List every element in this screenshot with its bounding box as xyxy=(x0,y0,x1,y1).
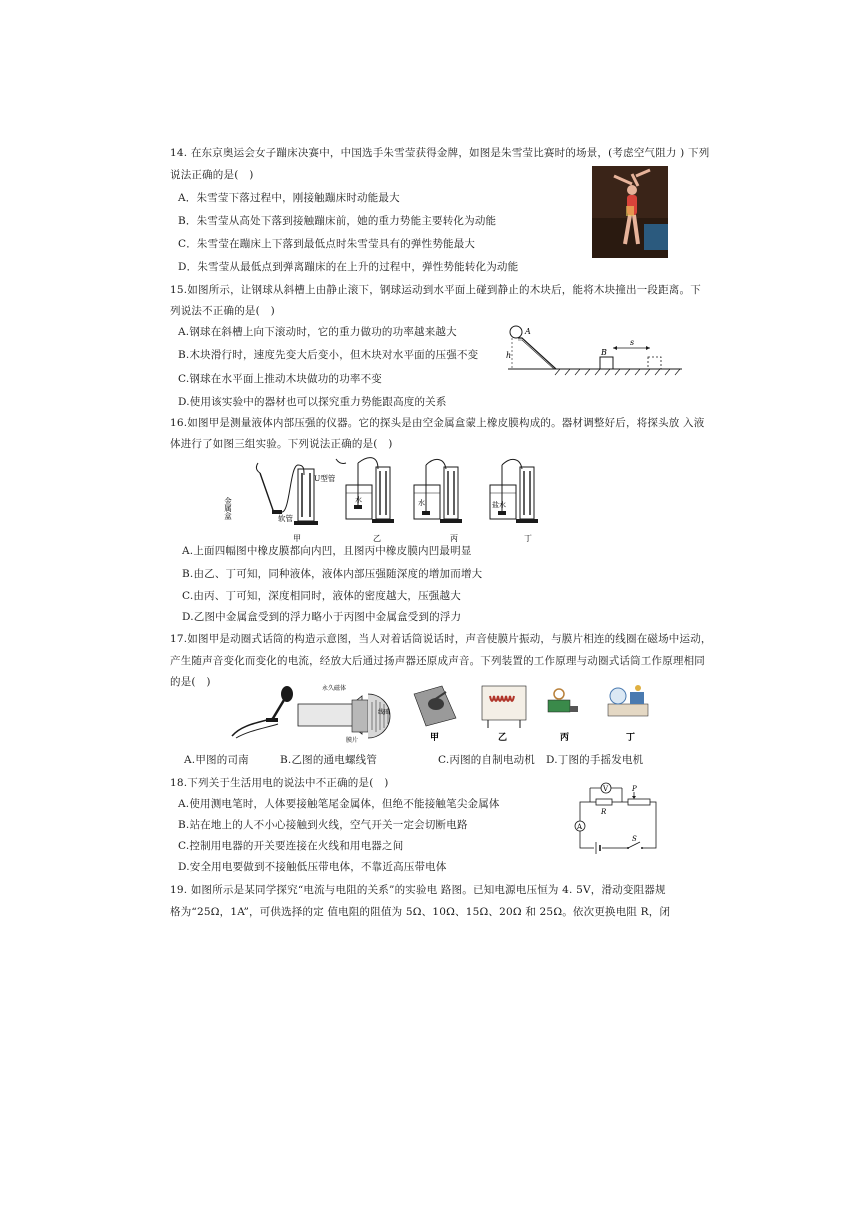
label-water-bing: 水 xyxy=(418,499,425,507)
label-b: B xyxy=(601,348,607,357)
label-bing-device: 丙 xyxy=(560,733,570,743)
q14-stem-line1: 14. 在东京奥运会女子蹦床决赛中，中国选手朱雪莹获得金牌，如图是朱雪莹比赛时的场景，(考虑空气阻力 ) 下列 xyxy=(170,147,710,159)
q17-stem-line3: 的是( ) xyxy=(170,676,211,688)
label-coil: 线圈 xyxy=(378,709,391,716)
sinan-compass xyxy=(414,686,456,743)
label-h: h xyxy=(506,351,512,360)
q14-option-a: A．朱雪莹下落过程中，刚接触蹦床时动能最大 xyxy=(178,192,400,204)
q18-option-a: A.使用测电笔时，人体要接触笔尾金属体，但绝不能接触笔尖金属体 xyxy=(178,798,500,810)
solenoid xyxy=(482,686,526,743)
q15-stem-line2: 列说法不正确的是( ) xyxy=(170,305,275,317)
microphone-figure xyxy=(222,680,418,744)
q16-option-c: C.由丙、丁可知，深度相同时，液体的密度越大，压强越大 xyxy=(182,590,461,602)
label-ammeter: A xyxy=(577,823,583,831)
circuit-diagram xyxy=(570,778,666,854)
apparatus-yi xyxy=(336,458,394,543)
q17-option-a: A.甲图的司南 xyxy=(184,754,249,766)
ramp-ball-block-diagram xyxy=(500,324,686,380)
q14-option-c: C．朱雪莹在蹦床上下落到最低点时朱雪莹具有的弹性势能最大 xyxy=(178,238,476,250)
label-s: s xyxy=(630,338,635,347)
q15-option-a: A.钢球在斜槽上向下滚动时，它的重力做功的功率越来越大 xyxy=(178,326,457,338)
liquid-pressure-apparatus-figure xyxy=(223,455,558,543)
label-metal-box: 金属盒 xyxy=(223,497,233,520)
q16-option-b: B.由乙、丁可知，同种液体，液体内部压强随深度的增加而增大 xyxy=(182,568,483,580)
q14-option-d: D．朱雪莹从最低点到弹离蹦床的在上升的过程中，弹性势能转化为动能 xyxy=(178,261,519,273)
label-resistor: R xyxy=(601,808,607,816)
q15-option-b: B.木块滑行时，速度先变大后变小，但木块对水平面的压强不变 xyxy=(178,349,479,361)
q14-option-b: B．朱雪莹从高处下落到接触蹦床前，她的重力势能主要转化为动能 xyxy=(178,215,497,227)
hand-crank-generator xyxy=(608,685,648,743)
q16-option-a: A.上面四幅图中橡皮膜都向内凹，且图丙中橡皮膜内凹最明显 xyxy=(182,545,472,557)
label-jia-device: 甲 xyxy=(430,733,440,743)
q17-stem-line2: 产生随声音变化而变化的电流，经放大后通过扬声器还原成声音。下列装置的工作原理与动圈式话筒工作原理相同 xyxy=(170,655,705,667)
q17-stem-line1: 17.如图甲是动圈式话筒的构造示意图，当人对着话筒说话时，声音使膜片振动，与膜片相连的线圈在磁场中运动， xyxy=(170,633,712,645)
q18-option-d: D.安全用电要做到不接触低压带电体，不靠近高压带电体 xyxy=(178,861,447,873)
apparatus-bing xyxy=(414,459,462,543)
label-a: A xyxy=(525,327,531,336)
label-switch: S xyxy=(632,835,637,843)
label-water-yi: 水 xyxy=(355,496,362,504)
q18-option-c: C.控制用电器的开关要连接在火线和用电器之间 xyxy=(178,840,404,852)
label-u-tube: U型管 xyxy=(314,474,336,483)
trampoline-athlete-photo xyxy=(592,166,668,258)
q17-option-b: B.乙图的通电螺线管 xyxy=(280,754,378,766)
q16-stem-line1: 16.如图甲是测量液体内部压强的仪器。它的探头是由空金属盒蒙上橡皮膜构成的。器材调整好后，将探头放 入液 xyxy=(170,417,705,429)
q19-stem-line1: 19. 如图所示是某同学探究“电流与电阻的关系”的实验电 路图。已知电源电压恒为 4. 5V，滑动变阻器规 xyxy=(170,884,666,896)
q16-option-d: D.乙图中金属盒受到的浮力略小于丙图中金属盒受到的浮力 xyxy=(182,611,462,623)
label-permanent-magnet: 永久磁体 xyxy=(322,685,347,692)
label-slider-p: P xyxy=(632,785,637,793)
q17-option-d: D.丁图的手摇发电机 xyxy=(546,754,644,766)
label-jia: 甲 xyxy=(293,534,301,543)
label-salt-water: 盐水 xyxy=(492,501,506,509)
label-voltmeter: V xyxy=(603,785,609,793)
label-ding-device: 丁 xyxy=(626,733,636,743)
four-devices-figure xyxy=(412,678,656,744)
label-yi: 乙 xyxy=(373,534,381,543)
label-hose: 软管 xyxy=(278,514,293,523)
q15-stem-line1: 15.如图所示，让钢球从斜槽上由静止滚下，钢球运动到水平面上碰到静止的木块后，能将木块撞出一段距离。下 xyxy=(170,284,701,296)
q18-stem: 18.下列关于生活用电的说法中不正确的是( ) xyxy=(170,777,389,789)
q19-stem-line2: 格为“25Ω，1A”，可供选择的定 值电阻的阻值为 5Ω、10Ω、15Ω、20Ω 和 25Ω。依次更换电阻 R，闭 xyxy=(170,906,671,918)
q17-option-c: C.丙图的自制电动机 xyxy=(438,754,535,766)
q14-stem-line2: 说法正确的是( ) xyxy=(170,169,254,181)
label-ding: 丁 xyxy=(524,534,532,543)
label-yi-device: 乙 xyxy=(498,733,508,743)
label-bing: 丙 xyxy=(450,534,458,543)
homemade-motor xyxy=(548,689,578,743)
q15-option-d: D.使用该实验中的器材也可以探究重力势能跟高度的关系 xyxy=(178,396,447,408)
q16-stem-line2: 体进行了如图三组实验。下列说法正确的是( ) xyxy=(170,438,393,450)
label-diaphragm: 膜片 xyxy=(346,737,359,744)
q18-option-b: B.站在地上的人不小心接触到火线，空气开关一定会切断电路 xyxy=(178,819,468,831)
q15-option-c: C.钢球在水平面上推动木块做功的功率不变 xyxy=(178,373,382,385)
apparatus-jia xyxy=(223,463,336,543)
apparatus-ding xyxy=(490,459,538,543)
